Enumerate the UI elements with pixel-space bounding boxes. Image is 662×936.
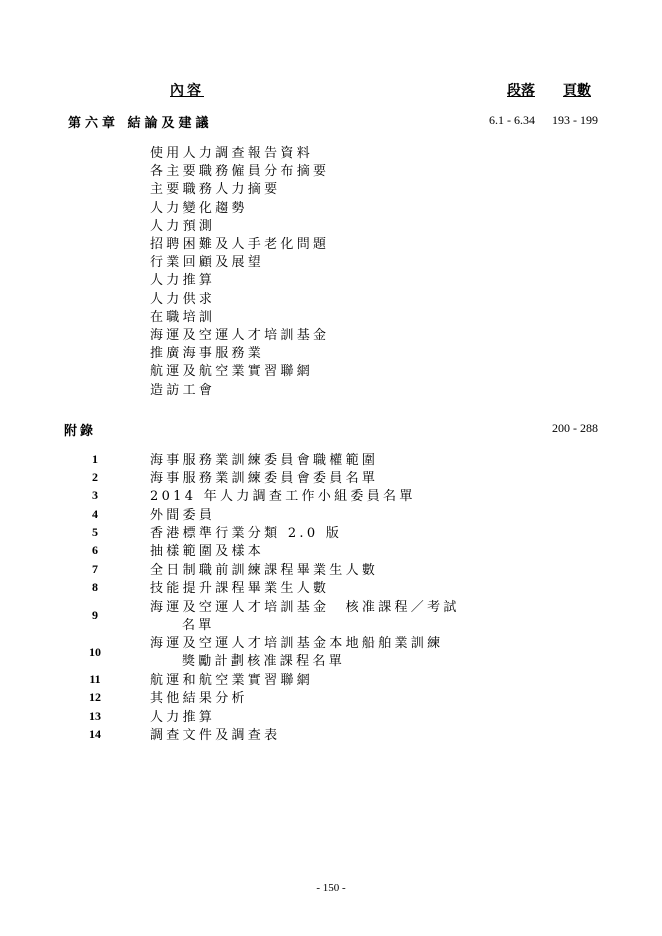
appendix-number: 11 <box>89 672 101 686</box>
chapter-pages: 193 - 199 <box>552 113 598 127</box>
appendix-text: 海運及空運人才培訓基金本地船舶業訓練 <box>150 636 444 651</box>
appendix-text: 2014 年人力調查工作小組委員名單 <box>150 489 416 504</box>
contents-heading: 內容 <box>170 83 204 99</box>
paragraph-heading: 段落 <box>507 83 535 99</box>
appendix-number: 9 <box>92 608 98 622</box>
appendix-number: 12 <box>89 690 101 704</box>
pages-heading: 頁數 <box>563 83 591 99</box>
appendix-text: 海事服務業訓練委員會委員名單 <box>150 471 379 486</box>
topic-item: 各主要職務僱員分布摘要 <box>150 164 330 180</box>
appendix-number: 8 <box>92 580 98 594</box>
appendix-text: 技能提升課程畢業生人數 <box>150 581 330 596</box>
appendix-number: 10 <box>89 645 101 659</box>
topic-item: 航運及航空業實習聯網 <box>150 364 314 380</box>
topic-item: 使用人力調查報告資料 <box>150 146 314 161</box>
appendix-title: 附錄 <box>64 424 97 439</box>
appendix-text: 航運和航空業實習聯網 <box>150 673 314 688</box>
appendix-number: 14 <box>89 727 101 741</box>
appendix-number: 6 <box>92 543 98 557</box>
topic-item: 人力預測 <box>150 218 216 234</box>
appendix-text: 全日制職前訓練課程畢業生人數 <box>150 563 379 578</box>
appendix-number: 4 <box>92 507 98 521</box>
appendix-number: 1 <box>92 452 98 466</box>
topic-item: 人力變化趨勢 <box>150 200 248 216</box>
topic-item: 造訪工會 <box>150 382 216 398</box>
appendix-text: 海運及空運人才培訓基金 核准課程／考試 <box>150 600 460 615</box>
appendix-number: 13 <box>89 709 101 723</box>
appendix-text: 外間委員 <box>150 508 216 523</box>
appendix-text: 香港標準行業分類 2.0 版 <box>150 526 343 541</box>
appendix-number: 3 <box>92 488 98 502</box>
chapter-topic-list <box>150 145 329 400</box>
appendix-number: 7 <box>92 562 98 576</box>
page-number: - 150 - <box>316 882 346 894</box>
appendix-text: 人力推算 <box>150 710 216 725</box>
chapter-title: 第六章 結論及建議 <box>68 116 213 131</box>
topic-item: 人力推算 <box>150 273 216 289</box>
appendix-text: 海事服務業訓練委員會職權範圍 <box>150 453 379 468</box>
appendix-text-continued: 獎勵計劃核准課程名單 <box>182 654 346 669</box>
appendix-text: 調查文件及調查表 <box>150 728 281 743</box>
appendix-text: 其他結果分析 <box>150 691 248 706</box>
appendix-pages: 200 - 288 <box>552 421 598 435</box>
topic-item: 招聘困難及人手老化問題 <box>150 237 330 253</box>
appendix-number: 5 <box>92 525 98 539</box>
topic-item: 海運及空運人才培訓基金 <box>150 328 330 344</box>
chapter-paragraphs: 6.1 - 6.34 <box>489 113 535 127</box>
topic-item: 人力供求 <box>150 291 216 307</box>
appendix-number: 2 <box>92 470 98 484</box>
topic-item: 在職培訓 <box>150 309 216 325</box>
topic-item: 推廣海事服務業 <box>150 346 265 362</box>
appendix-text-continued: 名單 <box>182 618 215 633</box>
topic-item: 行業回顧及展望 <box>150 255 265 271</box>
topic-item: 主要職務人力摘要 <box>150 182 281 198</box>
appendix-text: 抽樣範圍及樣本 <box>150 544 265 559</box>
